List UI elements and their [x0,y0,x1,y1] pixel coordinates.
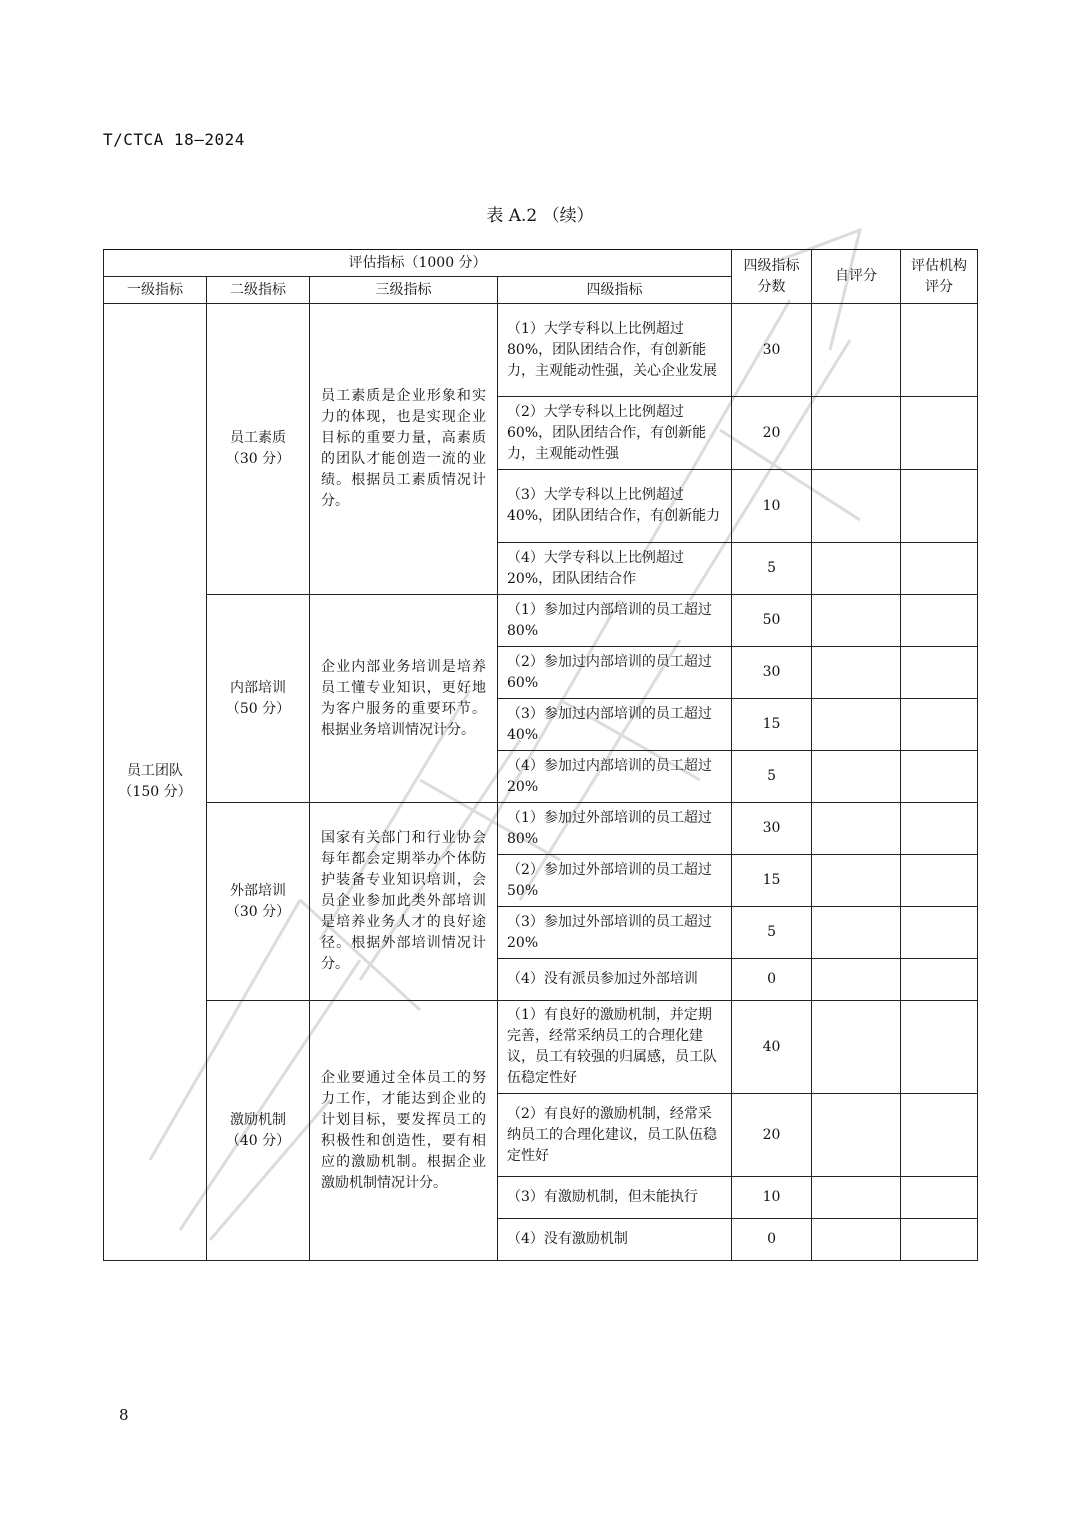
level4-item: （2）参加过外部培训的员工超过 50% [498,855,732,907]
table-row [104,803,978,855]
level2-label: 外部培训 [230,882,286,899]
level4-score: 10 [732,470,812,543]
level4-item: （4）没有派员参加过外部培训 [498,959,732,1001]
level2-label: 员工素质 [230,430,286,446]
self-score-cell [812,1219,901,1261]
level2-label: 内部培训 [230,679,286,696]
header-level4: 四级指标 [498,277,732,304]
level4-item: （2）参加过内部培训的员工超过 60% [498,647,732,699]
level4-item: （4）大学专科以上比例超过20%，团队团结合作 [498,543,732,595]
table-row [104,1001,978,1094]
header-self-score: 自评分 [812,250,901,304]
self-score-cell [812,699,901,751]
level4-item: （1）大学专科以上比例超过80%，团队团结合作，有创新能力，主观能动性强，关心企业发展 [498,304,732,397]
self-score-cell [812,803,901,855]
level2-points: （50 分） [225,700,291,717]
level4-item: （2）大学专科以上比例超过60%，团队团结合作，有创新能力，主观能动性强 [498,397,732,470]
level4-item: （4）参加过内部培训的员工超过 20% [498,751,732,803]
level3-description: 企业要通过全体员工的努力工作，才能达到企业的计划目标，要发挥员工的积极性和创造性，要有相应的激励机制。根据企业激励机制情况计分。 [310,1001,498,1261]
page-number: 8 [119,1406,129,1424]
self-score-cell [812,304,901,397]
agency-score-cell [901,397,978,470]
self-score-cell [812,470,901,543]
level4-score: 15 [732,855,812,907]
header-level1: 一级指标 [104,277,207,304]
self-score-cell [812,855,901,907]
level4-item: （3）大学专科以上比例超过40%，团队团结合作，有创新能力 [498,470,732,543]
agency-score-cell [901,1094,978,1177]
agency-score-cell [901,699,978,751]
level2-points: （40 分） [225,1132,291,1149]
self-score-cell [812,1177,901,1219]
self-score-cell [812,1001,901,1094]
agency-score-cell [901,751,978,803]
level4-score: 0 [732,959,812,1001]
level1-points: （150 分） [118,784,192,800]
agency-score-cell [901,304,978,397]
level4-score: 5 [732,751,812,803]
level3-description: 员工素质是企业形象和实力的体现，也是实现企业目标的重要力量，高素质的团队才能创造一流的业绩。根据员工素质情况计分。 [310,304,498,595]
level4-score: 40 [732,1001,812,1094]
level4-item: （3）参加过外部培训的员工超过 20% [498,907,732,959]
level3-description: 国家有关部门和行业协会每年都会定期举办个体防护装备专业知识培训，会员企业参加此类外部培训是培养业务人才的良好途径。根据外部培训情况计分。 [310,803,498,1001]
agency-score-cell [901,595,978,647]
document-code: T/CTCA 18—2024 [103,130,245,149]
level4-item: （3）有激励机制，但未能执行 [498,1177,732,1219]
agency-score-cell [901,470,978,543]
level4-score: 5 [732,543,812,595]
level4-score: 10 [732,1177,812,1219]
level2-cell [207,1001,310,1261]
header-level3: 三级指标 [310,277,498,304]
level1-label: 员工团队 [127,763,183,779]
header-agency-score: 评估机构评分 [901,250,978,304]
level4-score: 50 [732,595,812,647]
header-evaluation-indicators: 评估指标（1000 分） [104,250,732,277]
self-score-cell [812,397,901,470]
agency-score-cell [901,959,978,1001]
self-score-cell [812,595,901,647]
level4-item: （1）参加过内部培训的员工超过 80% [498,595,732,647]
self-score-cell [812,543,901,595]
header-score: 四级指标分数 [732,250,812,304]
level2-points: （30 分） [225,451,291,467]
level1-cell [104,304,207,1261]
level4-score: 30 [732,304,812,397]
agency-score-cell [901,1177,978,1219]
level2-cell [207,304,310,595]
agency-score-cell [901,1001,978,1094]
agency-score-cell [901,855,978,907]
table-row [104,595,978,647]
level2-points: （30 分） [225,903,291,920]
self-score-cell [812,959,901,1001]
level4-score: 15 [732,699,812,751]
level4-score: 30 [732,803,812,855]
level4-item: （3）参加过内部培训的员工超过 40% [498,699,732,751]
level2-cell [207,595,310,803]
agency-score-cell [901,543,978,595]
level4-item: （4）没有激励机制 [498,1219,732,1261]
level4-score: 30 [732,647,812,699]
agency-score-cell [901,803,978,855]
self-score-cell [812,751,901,803]
evaluation-table [103,249,978,1261]
header-level2: 二级指标 [207,277,310,304]
table-title: 表 A.2 （续） [486,206,594,226]
level4-item: （1）参加过外部培训的员工超过 80% [498,803,732,855]
self-score-cell [812,907,901,959]
level4-score: 5 [732,907,812,959]
level4-score: 20 [732,397,812,470]
level2-cell [207,803,310,1001]
level4-score: 0 [732,1219,812,1261]
agency-score-cell [901,1219,978,1261]
agency-score-cell [901,907,978,959]
level2-label: 激励机制 [230,1111,286,1128]
self-score-cell [812,647,901,699]
level4-item: （2）有良好的激励机制，经常采纳员工的合理化建议，员工队伍稳定性好 [498,1094,732,1177]
level4-item: （1）有良好的激励机制，并定期完善，经常采纳员工的合理化建议，员工有较强的归属感，员工队伍稳定性好 [498,1001,732,1094]
agency-score-cell [901,647,978,699]
self-score-cell [812,1094,901,1177]
table-row [104,304,978,397]
level3-description: 企业内部业务培训是培养员工懂专业知识，更好地为客户服务的重要环节。根据业务培训情况计分。 [310,595,498,803]
level4-score: 20 [732,1094,812,1177]
